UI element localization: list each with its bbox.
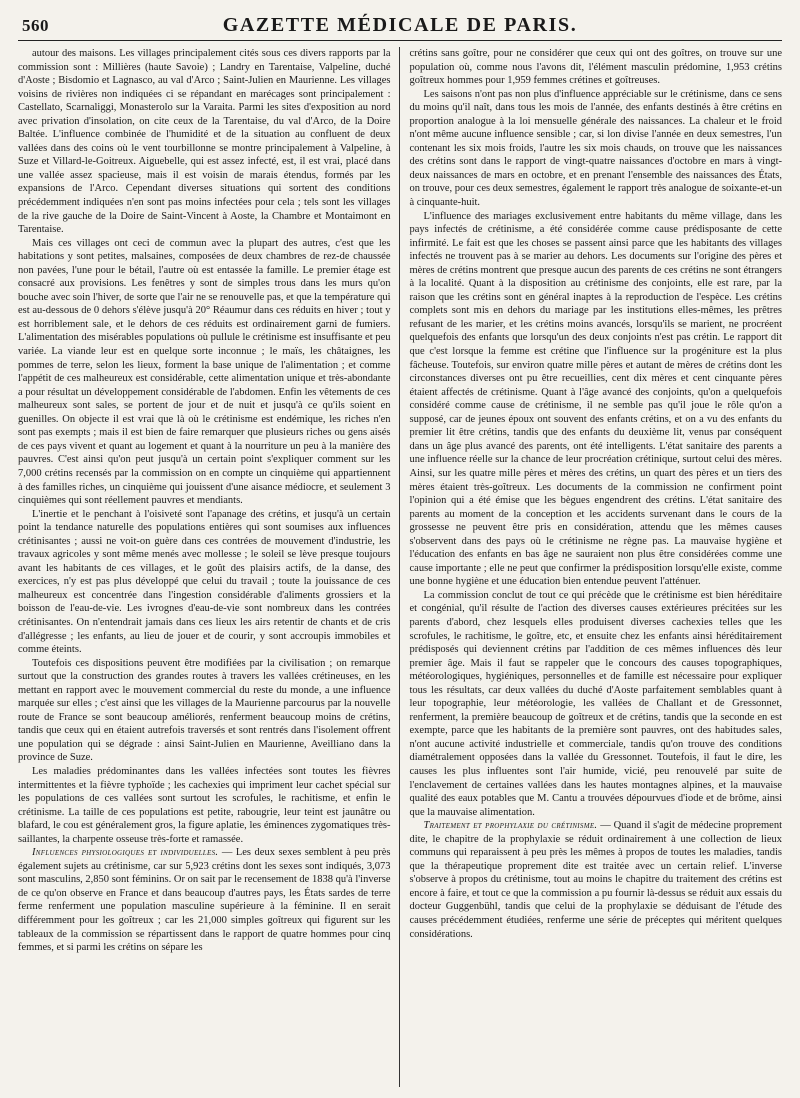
- paragraph: [410, 88, 783, 210]
- paragraph: [18, 657, 391, 765]
- text-columns: [18, 47, 782, 1087]
- paragraph-text: L'inertie et le penchant à l'oisiveté sont l'apanage des crétins, et jusqu'à un certain point la tendance naturelle des populations entières qui sont soumises aux influences crétinisantes ; aussi ne voit-on guère dans ces contrées de mouvement d'industrie, les travaux agricoles y sont même menés avec mollesse ; le soleil se lève presque toujours avant les habitants de ces villages, et le goût des plaisirs actifs, de la danse, des exercices, n'y est pas plus développé que celui du travail ; toute la jouissance de ces malheureux est concentrée dans l'ingestion considérable d'aliments grossiers et la boisson de l'eau-de-vie. Les ivrognes d'eau-de-vie sont nombreux dans les contrées crétinisantes. On n'entendrait jamais dans ces lieux les airs retentir de chants et de cris d'allégresse ; les enfants, au lieu de jouer et de courir, y sont accroupis immobiles et comme éteints.: [18, 508, 391, 656]
- paragraph-text: La commission conclut de tout ce qui précède que le crétinisme est bien héréditaire et congénial, qu'il résulte de l'action des diverses causes extérieures précitées sur les parents d'abord, chez lesquels elles produisent diverses cachexies telles que les scrofules, le rachitisme, le goître, etc, et ensuite chez les enfants ainsi héréditairement prédisposés qui deviennent crétins par l'addition de ces mêmes influences dès leur premier âge. Mais il faut se rappeler que le concours des causes topographiques, météorologiques, hygiéniques, personnelles et de famille est nécessaire pour expliquer tous les résultats, car deux vallées du duché d'Aoste parfaitement semblables quant à leur topographie, leur météorologie, les vallées de Challant et de Gressonnet, renferment, la première beaucoup de goîtreux et de crétins, tandis que la seconde en est exempte, parce que les habitants de la première sont pauvres, ont des habitudes sales, n'ont aucune activité industrielle et commerciale, tandis qu'on trouve des conditions diamétralement opposées dans la vallée du Gressonnet. Toutefois, il faut le dire, les causes les plus influentes sont l'air humide, vicié, peu renouvelé par suite de l'enclavement de certaines vallées dans les hautes montagnes alpines, et la mauvaise qualité des eaux potables que M. Cantu a trouvées dépourvues d'iode et de brôme, ainsi que la mauvaise alimentation.: [409, 589, 782, 818]
- section-heading: Traitement et prophylaxie du crétinisme.: [423, 820, 598, 832]
- page-header: [18, 10, 782, 41]
- paragraph: [410, 47, 783, 88]
- right-column: [402, 47, 783, 1087]
- paragraph-text: autour des maisons. Les villages principalement cités sous ces divers rapports par la commission sont : Millières (haute Savoie) ; Landry en Tarentaise, Valpeline, duché d'Aoste ; Bisdomio et Lagnasco, au val d'Arco ; Saint-Julien en Maurienne. Les villages voisins de rivières non indiquées ci se répandant en marécages sont principalement : Castellato, Scarnaliggi, Monasterolo sur la Varaita. Parmi les sites d'exposition au nord avec privation d'insolation, on cite ceux de la Tarentaise, du val d'Arco, de la Doire Baltée. L'influence combinée de l'humidité et de la situation au confluent de deux vallées dans des coins où le vent tourbillonne se montre principalement à Valpeline, à Suze et Villard-le-Goitreux. Aiguebelle, qui est assez infecté, est, il est vrai, placé dans une vallée assez spacieuse, mais il est voisin de marais étendus, formés par les expansions de l'Arco. Cependant diverses situations qui sortent des conditions précédemment indiquées n'en sont pas moins infectées pour cela ; tels sont les villages de la rive gauche de la Doire de Saint-Vincent à Aoste, la Chambre et Montaimont en Tarentaise.: [18, 48, 391, 236]
- paragraph: [18, 47, 391, 237]
- paragraph: [18, 846, 391, 954]
- paragraph: [410, 819, 783, 941]
- paragraph-text: Les saisons n'ont pas non plus d'influence appréciable sur le crétinisme, dans ce sens du moins qu'il naît, dans tous les mois de l'année, des enfants destinés à être crétins en proportion analogue à la loi mensuelle générale des naissances. La chaleur et le froid n'ont même aucune influence sensible ; car, si lon divise l'année en deux semestres, l'un contenant les six mois froids, l'autre les six mois chauds, on trouve que les naissances des crétins sont dans le rapport de vingt-quatre naissances d'octobre en mars à vingt-deux naissances de mars en octobre, et en prenant l'ensemble des naissances des États, on trouve, pour ces deux semestres, également le rapport très analogue de soixante-et-un à cinquante-huit.: [409, 88, 782, 209]
- paragraph-text: Mais ces villages ont ceci de commun avec la plupart des autres, c'est que les habitations y sont petites, malsaines, composées de deux chambres de rez-de chaussée non pavées, l'une pour le bétail, l'autre où est entassée la famille. Le premier étage est consacré aux provisions. Les fenêtres y sont de simples trous dans les murs qu'on bouche avec soin l'hiver, de sorte que l'air ne se renouvelle pas, et que la température qui est au-dessous de 0 dehors s'élève jusqu'à 20° Réaumur dans ces réduits en hiver ; tout y est horriblement sale, et le dehors de ces réduits est ordinairement garni de fumiers. L'alimentation des misérables populations où pullule le crétinisme est insuffisante et peu variée. La viande leur est en quelque sorte inconnue ; le maïs, les châtaignes, les pommes de terre, selon les lieux, forment la base unique de l'alimentation ; et comme l'appétit de ces malheureux est considérable, cette alimentation unique et très-abondante a pour résultat un développement considérable de l'abdomen. Enfin les vêtements de ces malheureux sont sales, se portent de jour et de nuit et jusqu'à ce qu'ils soient en guenilles. On objecte il est vrai que là où le crétinisme est endémique, les riches n'en sont pas exempts ; mais il est bien de faire remarquer que plusieurs riches ou gens aisés de ces pays vivent et quant au logement et quant à la nourriture un peu à la manière des pauvres. C'est ainsi qu'on peut jusqu'à un certain point s'expliquer comment sur les 7,000 crétins recensés par la commission on en compte un cinquième qui appartiennent à des familles riches, un cinquième qui jouissent d'une aisance médiocre, et seulement 3 cinquièmes qui sont réellement pauvres et mendiants.: [18, 237, 391, 507]
- journal-title: GAZETTE MÉDICALE DE PARIS.: [222, 14, 578, 36]
- page-number: 560: [22, 16, 49, 35]
- paragraph-text: — Les deux sexes semblent à peu près également sujets au crétinisme, car sur 5,923 crétins dont les sexes sont indiqués, 3,073 sont masculins, 2,850 sont féminins. Or on sait par le recensement de 1838 qu'à l'inverse de ce qu'on observe en France et dans beaucoup d'autres pays, les États sardes de terre ferme renferment une population masculine supérieure à la féminine. Il en serait différemment pour les goîtreux ; car les 21,000 simples goîtreux qui figurent sur les tableaux de la commission se répartissent dans le rapport de quatre hommes pour cinq femmes, et si parmi les crétins on sépare les: [18, 847, 391, 954]
- paragraph-text: Toutefois ces dispositions peuvent être modifiées par la civilisation ; on remarque surtout que la construction des grandes routes à travers les vallées crétineuses, en les mettant en rapport avec le mouvement commercial du reste du monde, a une influence marquée sur elles ; c'est ainsi que les villages de la Maurienne parcourus par la nouvelle route de France se sont beaucoup améliorés, renferment beaucoup moins de crétins, tandis que ceux qui en étaient autrefois traversés et sont rentrés dans l'isolement offrent une population qui se dégrade : ainsi Saint-Julien en Maurienne, Aveilliano dans la province de Suze.: [18, 657, 391, 764]
- paragraph: [18, 508, 391, 657]
- paragraph-text: — Quand il s'agit de médecine proprement dite, le chapitre de la prophylaxie se réduit ordinairement à une collection de lieux communs qui reparaissent à peu près les mêmes à propos de toutes les maladies, tandis que la thérapeutique proprement dite est traitée avec un certain relief. L'inverse s'observe à propos du crétinisme, tout au moins le chapitre du traitement des crétins est encore à faire, et tout ce que la commission a pu fournir là-dessus se réduit aux essais du docteur Guggenbühl, tandis que celui de la prophylaxie se déduisant de l'étude des causes précédemment étudiées, renferme une série de préceptes qui méritent quelques considérations.: [409, 820, 782, 940]
- paragraph-text: crétins sans goître, pour ne considérer que ceux qui ont des goîtres, on trouve sur une population où, comme nous l'avons dit, l'élément masculin prédomine, 1,953 crétins goîtreux hommes pour 1,959 femmes crétines et goîtreuses.: [409, 48, 782, 87]
- paragraph: [410, 210, 783, 589]
- paragraph: [410, 589, 783, 819]
- left-column: [18, 47, 397, 1087]
- paragraph: [18, 237, 391, 508]
- section-heading: Influences physiologiques et individuelles.: [32, 847, 219, 859]
- paragraph: [18, 765, 391, 846]
- paragraph-text: Les maladies prédominantes dans les vallées infectées sont toutes les fièvres intermittentes et la fièvre typhoïde ; les cachexies qui impriment leur cachet spécial sur les populations de ces vallées sont surtout les scrofules, le rachitisme, et enfin le crétinisme. La taille de ces populations est petite, rabougrie, leur teint est jaunâtre ou blafard, le cou est généralement gros, la figure aplatie, les éminences zygomatiques très-saillantes, la charpente osseuse très-forte et ramassée.: [18, 765, 391, 845]
- column-divider: [399, 47, 400, 1087]
- paragraph-text: L'influence des mariages exclusivement entre habitants du même village, dans les pays infectés de crétinisme, a été considérée comme cause prédisposante de cette infirmité. Le fait est que les choses se passent ainsi parce que les habitants des villages infectés ne trouvent pas à se marier au dehors. Les documents sur l'origine des pères et mères de crétins montrent que presque aucun des parents de ces crétins ne sont étrangers à la localité. Quant à la disposition au crétinisme des conjoints, elle est rare, par la raison que les crétins sont en général inaptes à la reproduction de l'espèce. Les crétins complets sont mis en dehors du mariage par les institutions elles-mêmes, les prêtres refusant de les marier, et les crétins moins avancés, lorsqu'ils se marient, ne procréent quelquefois des enfants que lorsqu'un des deux conjoints n'est pas crétin. Le rapport dit que c'est lorsque la femme est crétine que l'influence sur la progéniture est la plus fâcheuse. Toutefois, sur environ quatre mille pères et autant de mères de crétins dont les circonstances diverses ont pu être recueillies, cent dix mères et cent cinquante pères étaient affectés de crétinisme. Quant à l'âge avancé des conjoints, qu'on a quelquefois considéré comme cause de crétinisme, il ne semble pas qu'il joue le rôle qu'on a supposé, car de jeunes époux ont souvent des enfants crétins, et on a vu des enfants du premier lit être crétins, tandis que des enfants du deuxième lit, venus par conséquent dans un âge plus avancé des parents, ont été intelligents. L'état sanitaire des parents a une influence réelle sur la chance de leur procréation crétinique, surtout celui des mères. Ainsi, sur les quatre mille pères et mères des crétins, un quart des pères et un tiers des mères étaient très-goîtreux. Les documents de la commission ne confirment point l'opinion qui a été émise que les bègues engendrent des crétins. L'état sanitaire des parents au moment de la conception et les accidents survenant dans le cours de la grossesse ne peuvent être pris en considération, attendu que les mêmes causes s'observent dans des pays où le crétinisme ne règne pas. La mauvaise hygiène et l'éducation des enfants en bas âge ne sauraient non plus être considérées comme une cause importante ; elle ne peut que confirmer la prédisposition lorsqu'elle existe, comme une bonne hygiène et une éducation bien entendue peuvent l'atténuer.: [409, 210, 782, 588]
